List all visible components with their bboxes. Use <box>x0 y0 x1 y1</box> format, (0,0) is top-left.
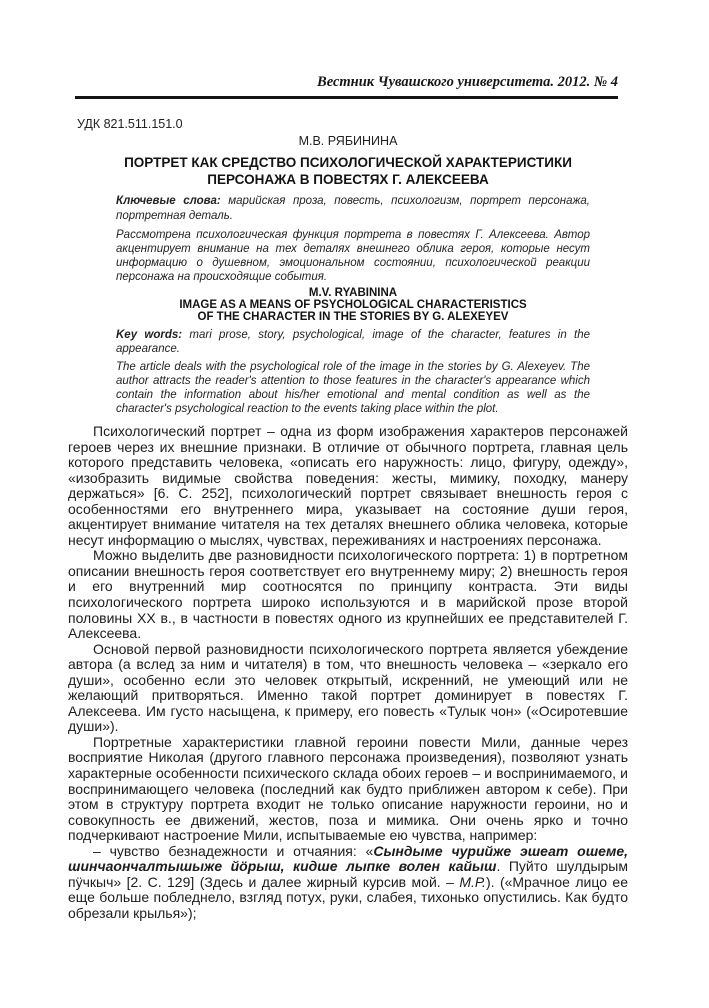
article-body <box>68 424 628 922</box>
body-paragraph-4: Портретные характеристики главной героини повести Мили, данные через восприятие Николая (другого главного персонажа произведения), позволяют узнать характерные особенности психического склада обоих героев – и воспринимаемого, и воспринимающего человека (последний как будто приближен автором к себе). При этом в структуру портрета входит не только описание наружности героини, но и совокупность ее движений, жестов, поза и мимика. Они очень ярко и точно подчеркивают настроение Мили, испытываемые ею чувства, например: <box>68 733 628 844</box>
english-heading <box>116 287 590 323</box>
body-paragraph-1: Психологический портрет – одна из форм изображения характеров персонажей героев через их внешние признаки. В отличие от обычного портрета, главная цель которого представить человека, «описать его наружность: лицо, фигуру, одежду», «изобразить видимые свойства поведения: жесты, мимику, походку, манеру держаться» [6. С. 252], психологический портрет связывает внешность героя с особенностями его внутреннего мира, указывает на состояние души героя, акцентирует внимание читателя на тех деталях внешнего облика человека, которые несут информацию о мыслях, чувствах, переживаниях и настроениях персонажа. <box>68 423 628 548</box>
author-name-ru: М.В. РЯБИНИНА <box>298 134 398 148</box>
author-name-en: M.V. RYABININA <box>308 287 398 299</box>
author-initials-italic: М.Р. <box>459 873 486 890</box>
keywords-ru-label: Ключевые слова: <box>116 195 221 207</box>
article-title-en-line2: OF THE CHARACTER IN THE STORIES BY G. ALEXEYEV <box>197 311 509 323</box>
quote-citation-text: . Пуйто шулдырым пӱчкыч» [2. С. 129] (Здесь и далее жирный курсив мой. – <box>68 858 628 890</box>
journal-header-text: Вестник Чувашского университета. 2012. № 4 <box>317 74 618 90</box>
quote-translation-text: ). («Мрачное лицо ее еще больше побледнело, взгляд потух, руки, слабея, тихонько опустились. Как будто обрезали крылья»); <box>68 873 629 921</box>
keywords-en-text: mari prose, story, psychological, image of the character, features in the appearance. <box>116 329 590 355</box>
article-title-ru-line1: ПОРТРЕТ КАК СРЕДСТВО ПСИХОЛОГИЧЕСКОЙ ХАРАКТЕРИСТИКИ <box>124 155 572 170</box>
keywords-en <box>116 328 590 356</box>
body-paragraph-3: Основой первой разновидности психологического портрета является убеждение автора (а вслед за ним и читателя) в том, что внешность человека – «зеркало его души», особенно если это человек открытый, искренний, не умеющий или не желающий притворяться. Именно такой портрет доминирует в повестях Г. Алексеева. Им густо насыщена, к примеру, его повесть «Тулык чон» («Осиротевшие души»). <box>68 640 628 735</box>
annotation-block <box>116 194 590 416</box>
body-paragraph-5 <box>68 844 628 922</box>
article-title-ru <box>68 154 628 188</box>
abstract-ru: Рассмотрена психологическая функция портрета в повестях Г. Алексеева. Автор акцентирует внимание на тех деталях внешнего облика героя, которые несут информацию о душевном, эмоциональном состоянии, психологической реакции персонажа на происходящие события. <box>116 229 590 283</box>
article-title-en-line1: IMAGE AS A MEANS OF PSYCHOLOGICAL CHARACTERISTICS <box>179 299 527 311</box>
udc-number: УДК 821.511.151.0 <box>77 117 183 131</box>
mari-quote-bold-italic: Сындыме чурийже эшеат ошеме, шинчаончалтышыже йӧрыш, кидше лыпке волен кайыш <box>68 842 628 875</box>
abstract-en: The article deals with the psychological role of the image in the stories by G. Alexeyev. The author attracts the reader's attention to those features in the character's appearance which contain the information about his/her emotional and mental condition as well as the character's psychological reaction to the events taking place within the plot. <box>116 361 590 415</box>
page-content <box>68 74 628 922</box>
keywords-en-label: Key words: <box>116 329 183 341</box>
body-paragraph-2: Можно выделить две разновидности психологического портрета: 1) в портретном описании внешность героя соответствует его внутреннему миру; 2) внешность героя и его внутренний мир соотносятся по принципу контраста. Эти виды психологического портрета широко используются и в марийской прозе второй половины XX в., в частности в повестях одного из крупнейших ее представителей Г. Алексеева. <box>68 547 628 642</box>
journal-running-head <box>75 74 618 99</box>
quote-intro-text: – чувство безнадежности и отчаяния: « <box>93 842 374 859</box>
article-title-ru-line2: ПЕРСОНАЖА В ПОВЕСТЯХ Г. АЛЕКСЕЕВА <box>207 172 489 187</box>
keywords-ru-text: марийская проза, повесть, психологизм, портрет персонажа, портретная деталь. <box>116 195 590 222</box>
keywords-ru <box>116 194 590 224</box>
